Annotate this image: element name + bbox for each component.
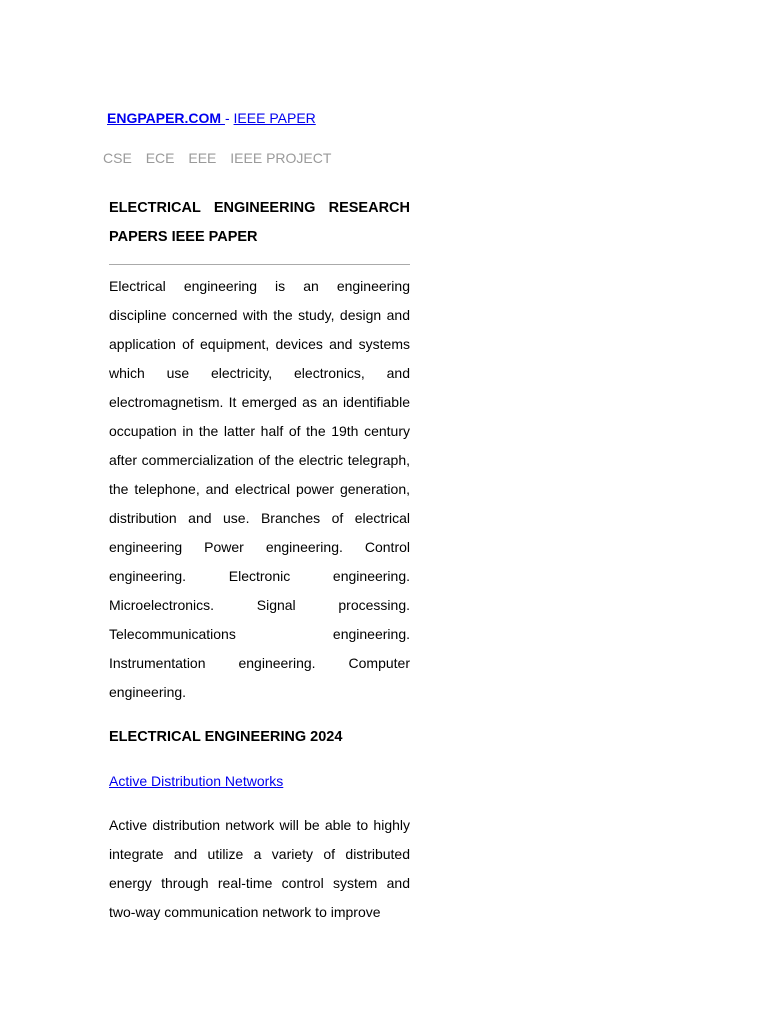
page-title: ELECTRICAL ENGINEERING RESEARCH PAPERS IEEE PAPER <box>109 200 410 245</box>
paper-summary: Active distribution network will be able to highly integrate and utilize a variety of distributed energy through real-time control system and two-way communication network to improve <box>109 817 410 920</box>
site-logo-link[interactable]: ENGPAPER.COM <box>107 110 225 126</box>
nav-item-ieee-project[interactable]: IEEE PROJECT <box>230 150 332 166</box>
nav-item-eee[interactable]: EEE <box>188 150 217 166</box>
paper-title-link[interactable]: Active Distribution Networks <box>109 773 284 789</box>
title-divider <box>109 264 410 265</box>
nav-item-ece[interactable]: ECE <box>145 150 175 166</box>
ieee-paper-link[interactable]: IEEE PAPER <box>233 110 316 126</box>
intro-paragraph: Electrical engineering is an engineering discipline concerned with the study, design and application of equipment, devices and systems which use electricity, electronics, and electromagnetism. It emerged as an identifiable occupation in the latter half of the 19th century after commercialization of the electric telegraph, the telephone, and electrical power generation, distribution and use. Branches of electrical engineering Power engineering. Control engineering. Electronic engineering. Microelectronics. Signal processing. Telecommunications engineering. Instrumentation engineering. Computer engineering. <box>109 278 410 700</box>
article-content <box>109 194 410 927</box>
site-header <box>107 108 316 128</box>
category-nav <box>103 148 341 168</box>
section-heading: ELECTRICAL ENGINEERING 2024 <box>109 729 343 745</box>
header-separator: - <box>224 110 234 126</box>
nav-item-cse[interactable]: CSE <box>103 150 132 166</box>
